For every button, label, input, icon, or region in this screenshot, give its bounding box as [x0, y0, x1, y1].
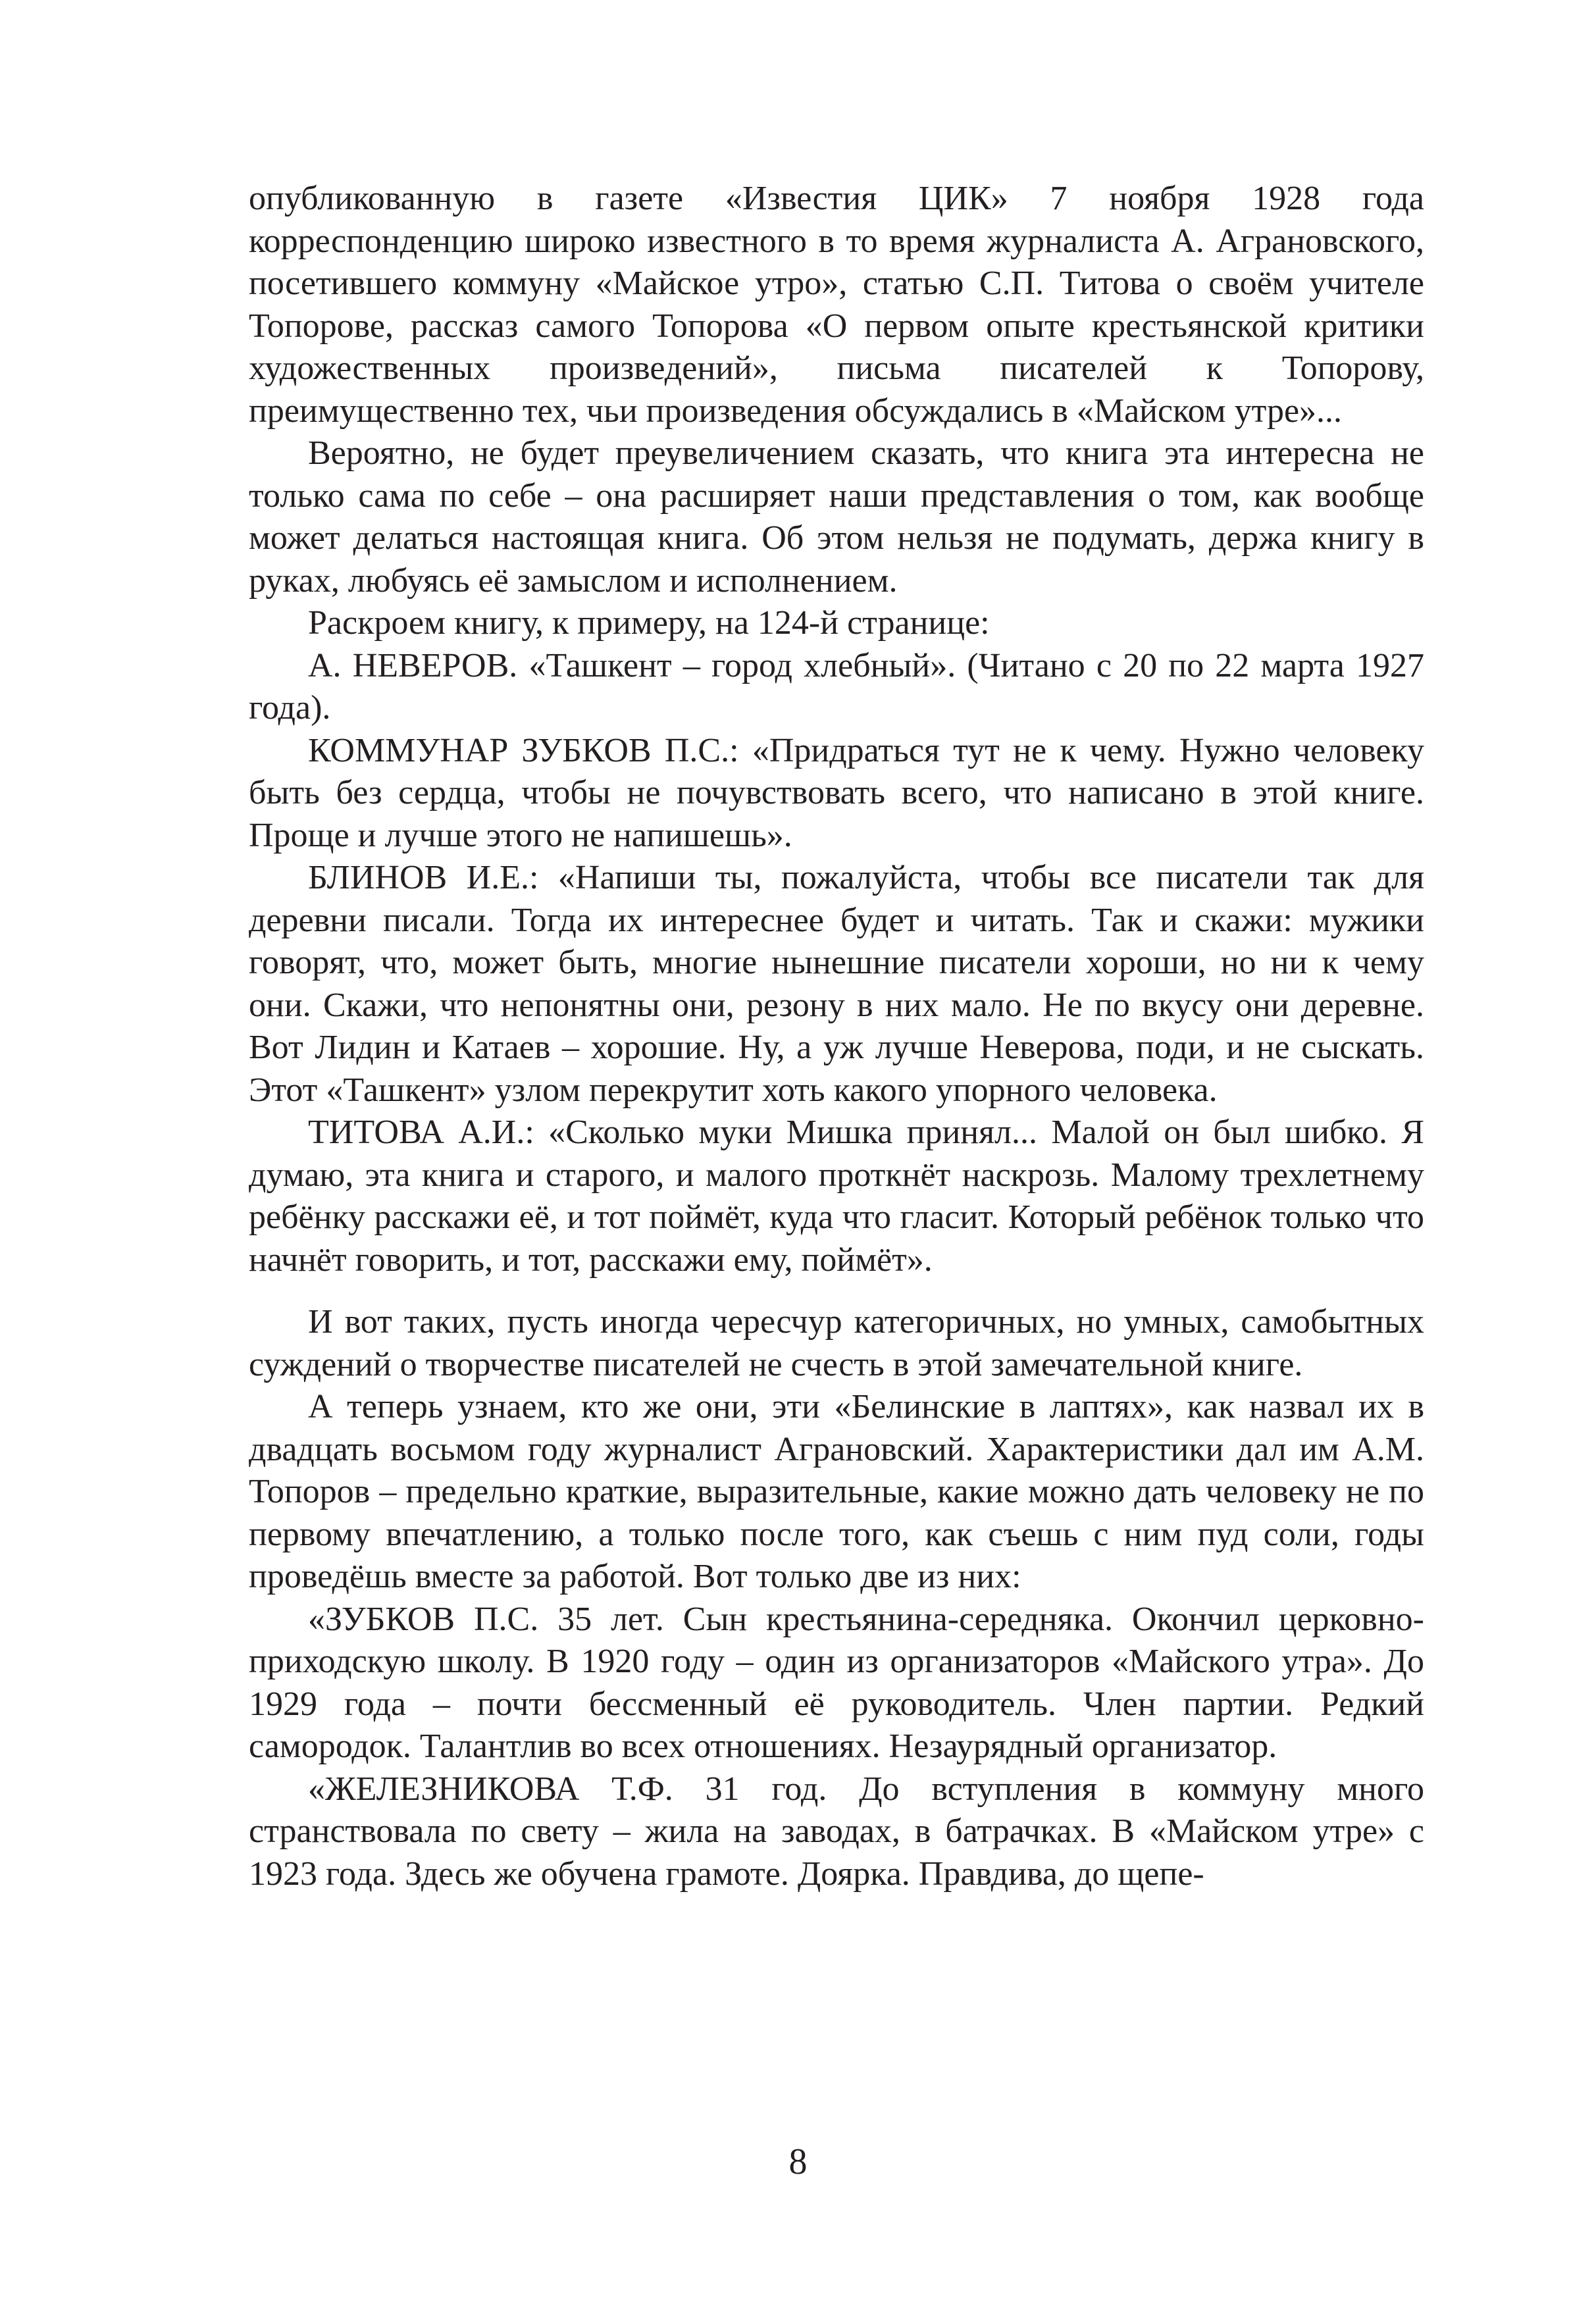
- paragraph: Раскроем книгу, к примеру, на 124-й странице:: [308, 604, 990, 642]
- paragraph: КОММУНАР ЗУБКОВ П.С.: «Придраться тут не к чему. Нужно человеку быть без сердца, чтобы не почувствовать всего, что написано в этой книге. Проще и лучше этого не напишешь».: [249, 731, 1424, 854]
- paragraph: А. НЕВЕРОВ. «Ташкент – город хлебный». (Читано с 20 по 22 марта 1927 года).: [249, 646, 1424, 727]
- page-number: 8: [788, 2141, 808, 2182]
- paragraph: А теперь узнаем, кто же они, эти «Белинские в лаптях», как назвал их в двадцать восьмом году журналист Аграновский. Характеристики дал им А.М. Топоров – предельно краткие, выразительные, какие можно дать человеку не по первому впечатлению, а только после того, как съешь с ним пуд соли, годы проведёшь вместе за работой. Вот только две из них:: [249, 1388, 1424, 1595]
- paragraph: ТИТОВА А.И.: «Сколько муки Мишка принял... Малой он был шибко. Я думаю, эта книга и старого, и малого проткнёт наскрозь. Малому трехлетнему ребёнку расскажи её, и тот поймёт, куда что гласит. Который ребёнок только что начнёт говорить, и тот, расскажи ему, поймёт».: [249, 1114, 1424, 1279]
- paragraph: «ЗУБКОВ П.С. 35 лет. Сын крестьянина-середняка. Окончил церковно-приходскую школу. В 1920 году – один из организаторов «Майского утра». До 1929 года – почти бессменный её руководитель. Член партии. Редкий самородок. Талантлив во всех отношениях. Незаурядный организатор.: [249, 1600, 1424, 1765]
- paragraph: БЛИНОВ И.Е.: «Напиши ты, пожалуйста, чтобы все писатели так для деревни писали. Тогда их интереснее будет и читать. Так и скажи: мужики говорят, что, может быть, многие нынешние писатели хороши, но ни к чему они. Скажи, что непонятны они, резону в них мало. Не по вкусу они деревне. Вот Лидин и Катаев – хорошие. Ну, а уж лучше Неверова, поди, и не сыскать. Этот «Ташкент» узлом перекрутит хоть какого упорного человека.: [249, 859, 1424, 1109]
- paragraph: Вероятно, не будет преувеличением сказать, что книга эта интересна не только сама по себе – она расширяет наши представления о том, как вообще может делаться настоящая книга. Об этом нельзя не подумать, держа книгу в руках, любуясь её замыслом и исполнением.: [249, 434, 1424, 600]
- paragraph: опубликованную в газете «Известия ЦИК» 7 ноября 1928 года корреспонденцию широко известного в то время журналиста А. Аграновского, посетившего коммуну «Майское утро», статью С.П. Титова о своём учителе Топорове, рассказ самого Топорова «О первом опыте крестьянской критики художественных произведений», письма писателей к Топорову, преимущественно тех, чьи произведения обсуждались в «Майском утре»...: [249, 180, 1424, 430]
- paragraph: И вот таких, пусть иногда чересчур категоричных, но умных, самобытных суждений о творчестве писателей не счесть в этой замечательной книге.: [249, 1303, 1424, 1383]
- paragraph: «ЖЕЛЕЗНИКОВА Т.Ф. 31 год. До вступления в коммуну много странствовала по свету – жила на заводах, в батрачках. В «Майском утре» с 1923 года. Здесь же обучена грамоте. Доярка. Правдива, до щепе-: [249, 1770, 1424, 1893]
- page-body: [249, 178, 1424, 1895]
